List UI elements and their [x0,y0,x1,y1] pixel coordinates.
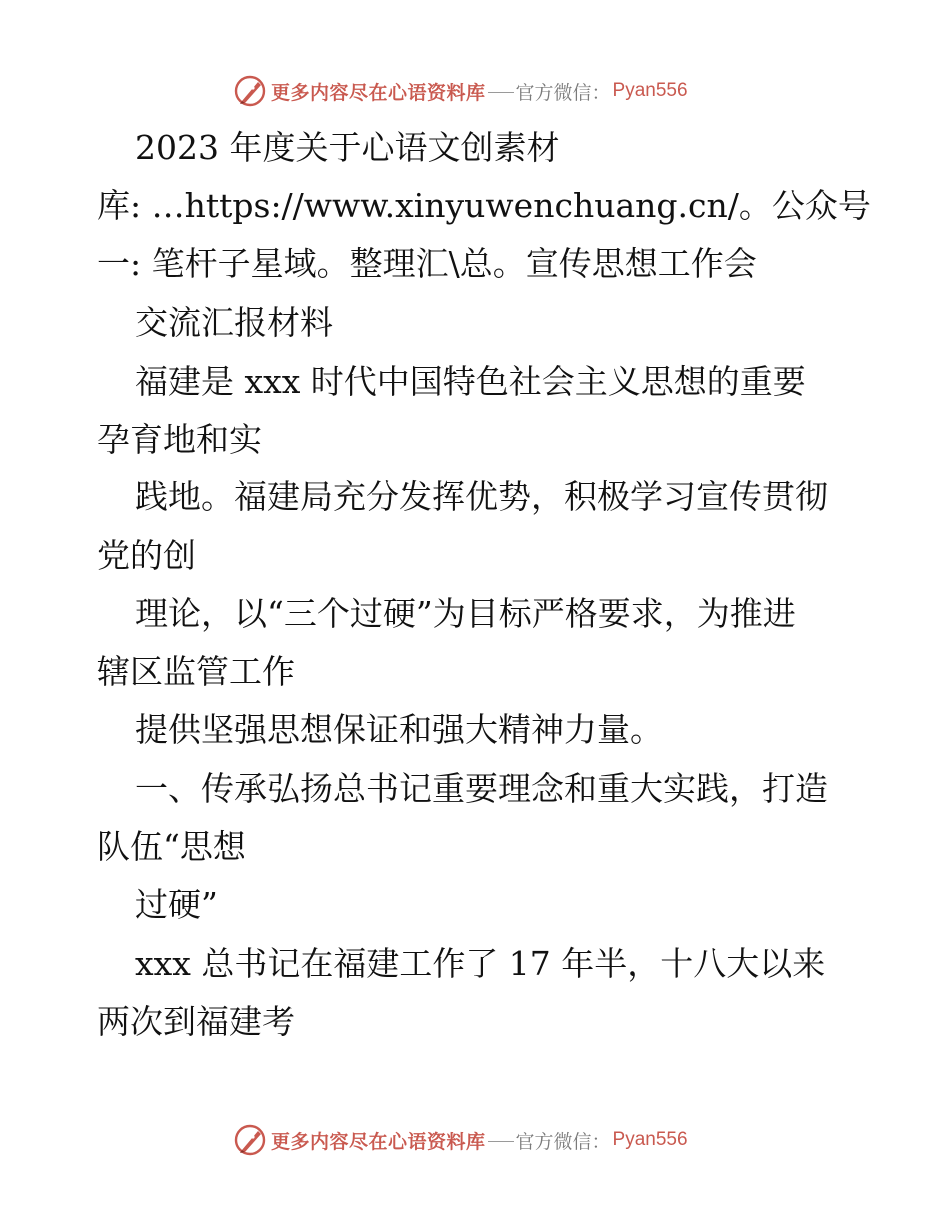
text-line: 2023 年度关于心语文创素材 [135,128,560,167]
text-line: 党的创 [97,536,196,575]
footer-wechat-id: Pyan556 [612,1129,688,1150]
header-divider [488,92,514,93]
header-promo-text: 更多内容尽在心语资料库 [271,81,486,104]
text-line: 福建是 xxx 时代中国特色社会主义思想的重要 [135,362,806,401]
pen-logo-icon [233,1123,267,1157]
footer-banner [233,1122,688,1158]
text-line: 提供坚强思想保证和强大精神力量。 [135,710,663,749]
footer-divider [488,1141,514,1142]
text-line: 库: …https://www.xinyuwenchuang.cn/。公众号 [97,186,871,225]
header-banner [233,73,688,109]
text-line: 队伍“思想 [97,827,246,866]
pen-logo-icon [233,74,267,108]
header-wechat-label: 官方微信： [515,81,611,104]
text-line: 践地。福建局充分发挥优势，积极学习宣传贯彻 [135,477,828,516]
text-line: 过硬” [135,885,218,924]
text-line: xxx 总书记在福建工作了 17 年半，十八大以来 [135,944,826,983]
text-line: 孕育地和实 [97,420,262,459]
text-line: 辖区监管工作 [97,652,295,691]
text-line: 两次到福建考 [97,1002,295,1041]
text-line: 一、传承弘扬总书记重要理念和重大实践，打造 [135,769,828,808]
header-wechat-id: Pyan556 [612,80,688,101]
text-line: 一: 笔杆子星域。整理汇\总。宣传思想工作会 [97,244,757,283]
text-line: 交流汇报材料 [135,303,333,342]
footer-wechat-label: 官方微信： [515,1130,611,1153]
text-line: 理论，以“三个过硬”为目标严格要求，为推进 [135,594,796,633]
footer-promo-text: 更多内容尽在心语资料库 [271,1130,486,1153]
